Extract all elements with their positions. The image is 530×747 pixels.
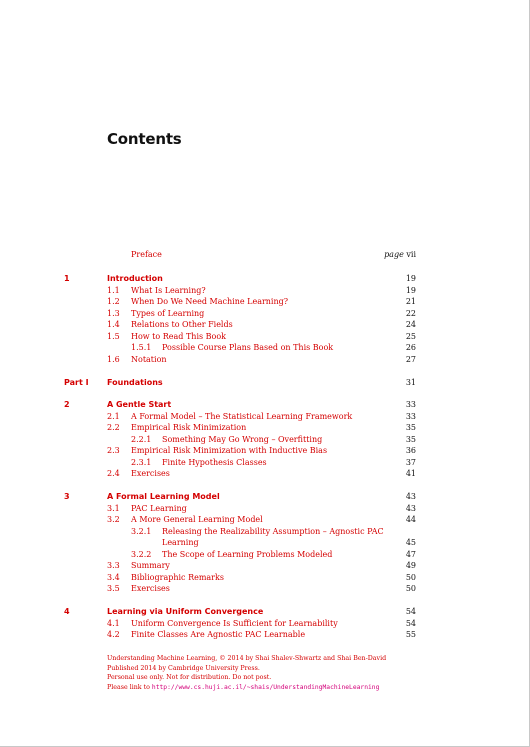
toc-page: 43 (405, 492, 416, 501)
toc-title: Learning via Uniform Convergence (107, 607, 264, 616)
toc-page: 37 (405, 458, 416, 467)
toc-page: 19 (405, 286, 416, 295)
toc-title: Learning (162, 538, 199, 547)
toc-page: 26 (405, 343, 416, 352)
toc-page: 50 (405, 584, 416, 593)
toc-number: 3.2.2 (131, 550, 152, 559)
toc-title: Empirical Risk Minimization with Inductive Bias (131, 446, 328, 455)
toc-title: Preface (131, 250, 162, 259)
toc-title: A More General Learning Model (131, 515, 263, 524)
toc-page: 44 (405, 515, 416, 524)
toc-page: 33 (405, 400, 416, 409)
toc-title: Exercises (131, 584, 170, 593)
toc-number: 4.2 (107, 630, 120, 639)
toc-entry-chapter[interactable] (0, 606, 530, 618)
toc-number: 3.3 (107, 561, 120, 570)
footer-line-3: Personal use only. Not for distribution. Do not post. (107, 674, 272, 681)
toc-entry-section[interactable] (0, 422, 530, 434)
toc-title: Foundations (107, 378, 163, 387)
toc-title: PAC Learning (131, 504, 187, 513)
toc-title: Relations to Other Fields (131, 320, 233, 329)
toc-number: 2 (64, 400, 70, 409)
toc-entry-section[interactable] (0, 354, 530, 366)
footer-line-1: Understanding Machine Learning, © 2014 by Shai Shalev-Shwartz and Shai Ben-David (107, 655, 387, 662)
toc-title: Releasing the Realizability Assumption – Agnostic PAC (162, 527, 384, 536)
toc-page: 54 (405, 619, 416, 628)
toc-number: 4 (64, 607, 70, 616)
toc-number: 2.3 (107, 446, 120, 455)
toc-entry-subsection[interactable] (0, 342, 530, 354)
toc-entry-section[interactable] (0, 514, 530, 526)
toc-page (384, 249, 416, 261)
toc-page: 43 (405, 504, 416, 513)
toc-entry-continuation[interactable] (0, 537, 530, 549)
toc-title: A Gentle Start (107, 400, 172, 409)
toc-page: 27 (405, 355, 416, 364)
page-number: vii (406, 250, 416, 259)
toc-number: 2.2 (107, 423, 120, 432)
toc-page: 22 (405, 309, 416, 318)
toc-page: 50 (405, 573, 416, 582)
toc-number: 1.3 (107, 309, 120, 318)
toc-entry-section[interactable] (0, 445, 530, 457)
toc-title: A Formal Learning Model (107, 492, 220, 501)
toc-number: 1.2 (107, 297, 120, 306)
toc-number: 2.4 (107, 469, 120, 478)
toc-number: Part I (64, 378, 89, 387)
toc-number: 3.2.1 (131, 527, 152, 536)
toc-entry-section[interactable] (0, 560, 530, 572)
footer-line-4 (107, 683, 386, 693)
toc-title: Summary (131, 561, 170, 570)
toc-number: 1.5.1 (131, 343, 152, 352)
toc-title: Possible Course Plans Based on This Book (162, 343, 334, 352)
toc-entry-chapter[interactable] (0, 491, 530, 503)
toc-title: Exercises (131, 469, 170, 478)
toc-title: Types of Learning (131, 309, 205, 318)
toc-number: 3.5 (107, 584, 120, 593)
toc-entry-preface[interactable] (0, 249, 530, 261)
toc-entry-section[interactable] (0, 583, 530, 595)
page-prefix: page (384, 250, 404, 259)
toc-number: 3 (64, 492, 70, 501)
toc-title: Bibliographic Remarks (131, 573, 224, 582)
toc-entry-section[interactable] (0, 468, 530, 480)
toc-title: Finite Classes Are Agnostic PAC Learnable (131, 630, 306, 639)
toc-number: 3.2 (107, 515, 120, 524)
toc-title: Finite Hypothesis Classes (162, 458, 267, 467)
toc-title: When Do We Need Machine Learning? (131, 297, 289, 306)
toc-number: 2.3.1 (131, 458, 152, 467)
footer-line-2: Published 2014 by Cambridge University Press. (107, 664, 260, 672)
toc-page: 55 (405, 630, 416, 639)
toc-page: 54 (405, 607, 416, 616)
toc-title: The Scope of Learning Problems Modeled (162, 550, 333, 559)
toc-title: Empirical Risk Minimization (131, 423, 247, 432)
toc-page: 25 (405, 332, 416, 341)
toc-entry-section[interactable] (0, 319, 530, 331)
toc-page: 21 (405, 297, 416, 306)
toc-entry-section[interactable] (0, 296, 530, 308)
toc-page: 36 (405, 446, 416, 455)
toc-page: 35 (405, 423, 416, 432)
toc-page: 35 (405, 435, 416, 444)
copyright-footer (107, 654, 386, 692)
toc-page: 47 (405, 550, 416, 559)
page-title: Contents (107, 130, 182, 148)
toc-title: Notation (131, 355, 167, 364)
toc-title: A Formal Model – The Statistical Learning Framework (131, 412, 353, 421)
toc-page: 45 (405, 538, 416, 547)
toc-page: 33 (405, 412, 416, 421)
toc-page: 41 (405, 469, 416, 478)
toc-number: 4.1 (107, 619, 120, 628)
toc-entry-part[interactable] (0, 377, 530, 389)
toc-number: 3.4 (107, 573, 120, 582)
footer-link-prefix: Please link to (107, 683, 152, 691)
toc-number: 1.6 (107, 355, 120, 364)
toc-page: 24 (405, 320, 416, 329)
toc-entry-chapter[interactable] (0, 399, 530, 411)
toc-title: What Is Learning? (131, 286, 206, 295)
toc-title: Uniform Convergence Is Sufficient for Learnability (131, 619, 338, 628)
toc-title: Something May Go Wrong – Overfitting (162, 435, 323, 444)
toc-page: 49 (405, 561, 416, 570)
toc-number: 2.1 (107, 412, 120, 421)
toc-number: 2.2.1 (131, 435, 152, 444)
toc-entry-chapter[interactable] (0, 273, 530, 285)
toc-title: How to Read This Book (131, 332, 227, 341)
toc-page: 31 (405, 378, 416, 387)
toc-number: 1 (64, 274, 70, 283)
toc-entry-section[interactable] (0, 629, 530, 641)
toc-number: 1.5 (107, 332, 120, 341)
toc-number: 3.1 (107, 504, 120, 513)
toc-page: 19 (405, 274, 416, 283)
toc-number: 1.4 (107, 320, 120, 329)
toc-title: Introduction (107, 274, 163, 283)
footer-link[interactable]: http://www.cs.huji.ac.il/~shais/UnderstandingMachineLearning (151, 683, 380, 691)
toc-number: 1.1 (107, 286, 120, 295)
